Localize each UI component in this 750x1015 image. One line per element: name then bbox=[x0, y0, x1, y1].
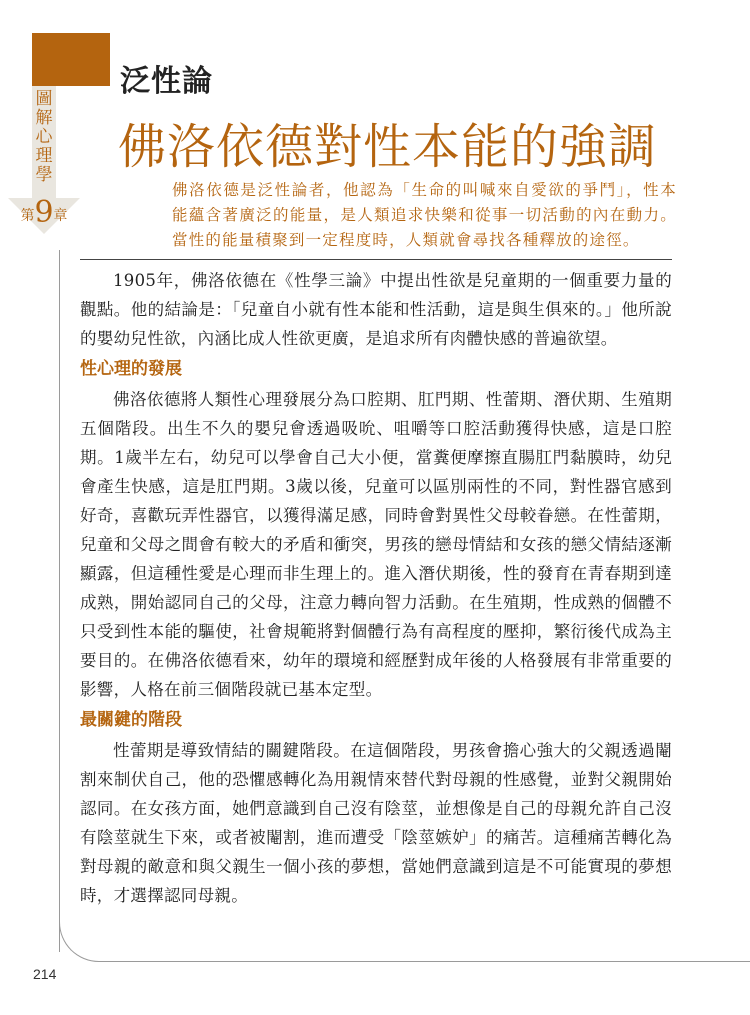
chapter-suffix: 章 bbox=[53, 208, 68, 224]
header-divider bbox=[80, 259, 672, 260]
paragraph-key-stage: 性蕾期是導致情結的關鍵階段。在這個階段，男孩會擔心強大的父親透過閹割來制伏自己，他的恐懼感轉化為用親情來替代對母親的性感覺，並對父親開始認同。在女孩方面，她們意識到自己沒有陰莖，並想像是自己的母親允許自己沒有陰莖就生下來，或者被閹割，進而遭受「陰莖嫉妒」的痛苦。這種痛苦轉化為對母親的敵意和與父親生一個小孩的夢想，當她們意識到這是不可能實現的夢想時，才選擇認同母親。 bbox=[80, 741, 672, 905]
chapter-tab-header bbox=[32, 33, 110, 86]
intro-summary: 佛洛依德是泛性論者，他認為「生命的叫喊來自愛欲的爭鬥」，性本能蘊含著廣泛的能量，是人類追求快樂和從事一切活動的內在動力。當性的能量積聚到一定程度時，人類就會尋找各種釋放的途徑。 bbox=[172, 181, 677, 249]
page-subtitle: 泛性論 bbox=[120, 64, 213, 99]
page-frame-corner bbox=[59, 922, 119, 962]
section-heading-development: 性心理的發展 bbox=[80, 359, 182, 379]
page-frame-left bbox=[59, 250, 60, 952]
chapter-number: 9 bbox=[34, 195, 54, 230]
paragraph-intro: 1905年，佛洛依德在《性學三論》中提出性欲是兒童期的一個重要力量的觀點。他的結論是：「兒童自小就有性本能和性活動，這是與生俱來的。」他所說的嬰幼兒性欲，內涵比成人性欲更廣，是追求所有肉體快感的普遍欲望。 bbox=[80, 271, 672, 348]
page-frame-bottom bbox=[118, 961, 750, 962]
article-body bbox=[80, 266, 672, 910]
section-heading-key-stage: 最關鍵的階段 bbox=[80, 710, 182, 730]
page-number: 214 bbox=[33, 966, 57, 982]
page-title: 佛洛依德對性本能的強調 bbox=[118, 119, 658, 175]
paragraph-development: 佛洛依德將人類性心理發展分為口腔期、肛門期、性蕾期、潛伏期、生殖期五個階段。出生不久的嬰兒會透過吸吮、咀嚼等口腔活動獲得快感，這是口腔期。1歲半左右，幼兒可以學會自己大小便，當糞便摩擦直腸肛門黏膜時，幼兒會產生快感，這是肛門期。3歲以後，兒童可以區別兩性的不同，對性器官感到好奇，喜歡玩弄性器官，以獲得滿足感，同時會對異性父母較眷戀。在性蕾期，兒童和父母之間會有較大的矛盾和衝突，男孩的戀母情結和女孩的戀父情結逐漸顯露，但這種性愛是心理而非生理上的。進入潛伏期後，性的發育在青春期到達成熟，開始認同自己的父母，注意力轉向智力活動。在生殖期，性成熟的個體不只受到性本能的驅使，社會規範將對個體行為有高程度的壓抑，繁衍後代成為主要目的。在佛洛依德看來，幼年的環境和經歷對成年後的人格發展有非常重要的影響，人格在前三個階段就已基本定型。 bbox=[80, 390, 672, 699]
chapter-prefix: 第 bbox=[20, 208, 35, 224]
chapter-label bbox=[14, 195, 74, 230]
series-label: 圖解心理學 bbox=[35, 89, 53, 185]
